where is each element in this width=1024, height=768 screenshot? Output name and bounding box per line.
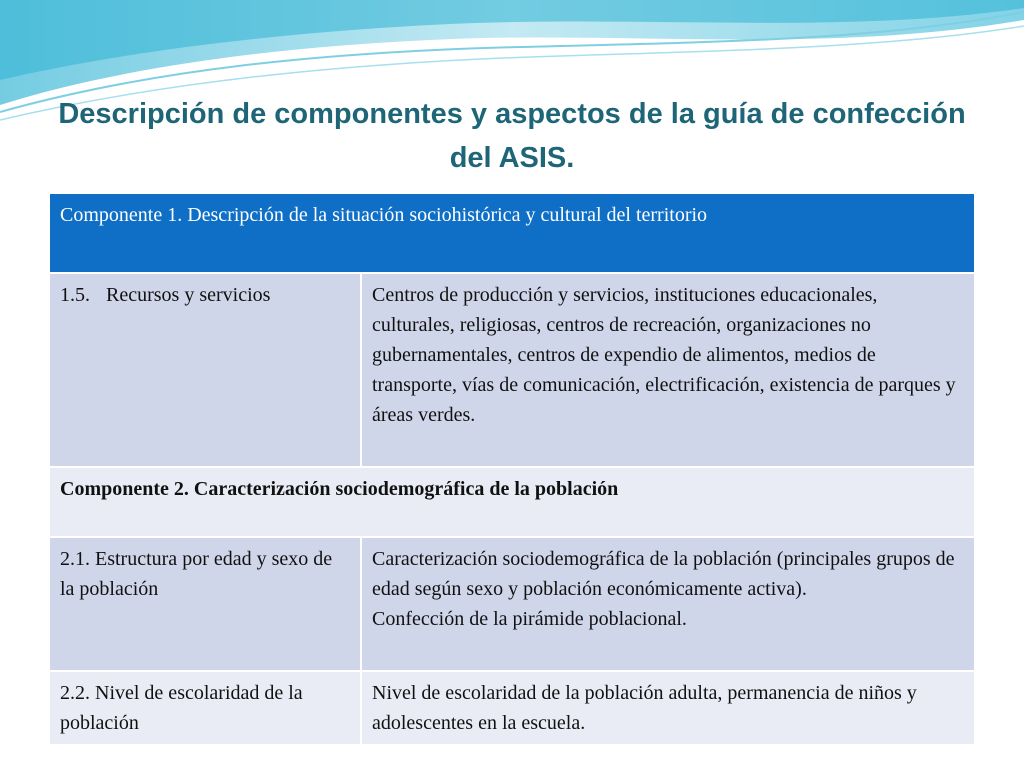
- component-2-header: Componente 2. Caracterización sociodemográfica de la población: [49, 467, 975, 537]
- description-cell: Centros de producción y servicios, instituciones educacionales, culturales, religiosas, centros de recreación, organizaciones no gubernamentales, centros de expendio de alimentos, medios de transporte, vías de comunicación, electrificación, existencia de parques y áreas verdes.: [361, 273, 975, 467]
- table-section-row: [49, 467, 975, 537]
- description-cell: [361, 537, 975, 671]
- aspect-cell: [49, 273, 361, 467]
- table-row: [49, 537, 975, 671]
- description-text: Confección de la pirámide poblacional.: [372, 608, 687, 630]
- components-table: [48, 192, 976, 746]
- slide-title: Descripción de componentes y aspectos de la guía de confección del ASIS.: [58, 98, 966, 174]
- aspect-label: Recursos y servicios: [106, 284, 271, 306]
- description-cell: Nivel de escolaridad de la población adulta, permanencia de niños y adolescentes en la escuela.: [361, 671, 975, 745]
- aspect-cell: 2.1. Estructura por edad y sexo de la población: [49, 537, 361, 671]
- description-text: Caracterización sociodemográfica de la población (principales grupos de edad según sexo y población económicamente activa).: [372, 548, 955, 600]
- aspect-cell: 2.2. Nivel de escolaridad de la población: [49, 671, 361, 745]
- table-row: [49, 273, 975, 467]
- table-header-row: [49, 193, 975, 273]
- table-row: [49, 671, 975, 745]
- component-1-header: Componente 1. Descripción de la situación sociohistórica y cultural del territorio: [49, 193, 975, 273]
- aspect-number: 1.5.: [60, 284, 90, 306]
